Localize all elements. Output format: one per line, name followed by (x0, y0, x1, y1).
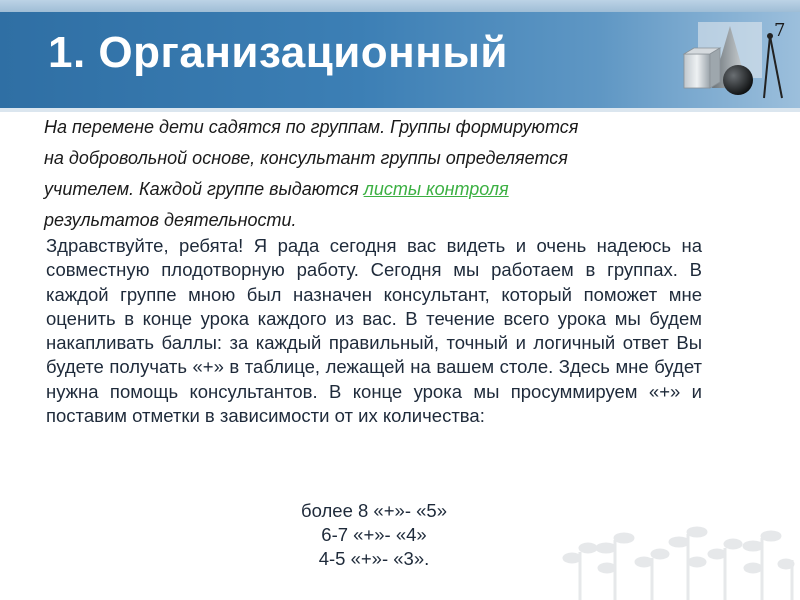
intro-line-1: На перемене дети садятся по группам. Группы формируются (44, 117, 579, 137)
control-sheets-link[interactable]: листы контроля (363, 179, 509, 199)
sprouts-decoration-icon (560, 518, 800, 600)
intro-line-4: результатов деятельности. (44, 210, 297, 230)
header-art-number: 7 (774, 20, 786, 41)
grade-line-4: 6-7 «+»- «4» (321, 524, 427, 545)
geometry-shapes-icon (678, 16, 796, 104)
intro-text (44, 112, 724, 236)
intro-line-2: на добровольной основе, консультант группы определяется (44, 148, 568, 168)
intro-line-3-text: учителем. Каждой группе выдаются (44, 179, 364, 199)
greeting-paragraph: Здравствуйте, ребята! Я рада сегодня вас видеть и очень надеюсь на совместную плодотворную работу. Сегодня мы работаем в группах. В каждой группе мною был назначен консультант, который поможет мне оценить в конце урока каждого из вас. В течение всего урока мы будем накапливать баллы: за каждый правильный, точный и логичный ответ Вы будете получать «+» в таблице, лежащей на вашем столе. Здесь мне будет нужна помощь консультантов. В конце урока мы просуммируем «+» и поставим отметки в зависимости от их количества: (46, 235, 702, 427)
slide-title: 1. Организационный (48, 28, 508, 77)
top-stripe (0, 0, 800, 12)
intro-line-3 (44, 174, 724, 205)
grade-line-3: 4-5 «+»- «3». (318, 548, 430, 569)
grade-line-5: более 8 «+»- «5» (301, 500, 447, 521)
